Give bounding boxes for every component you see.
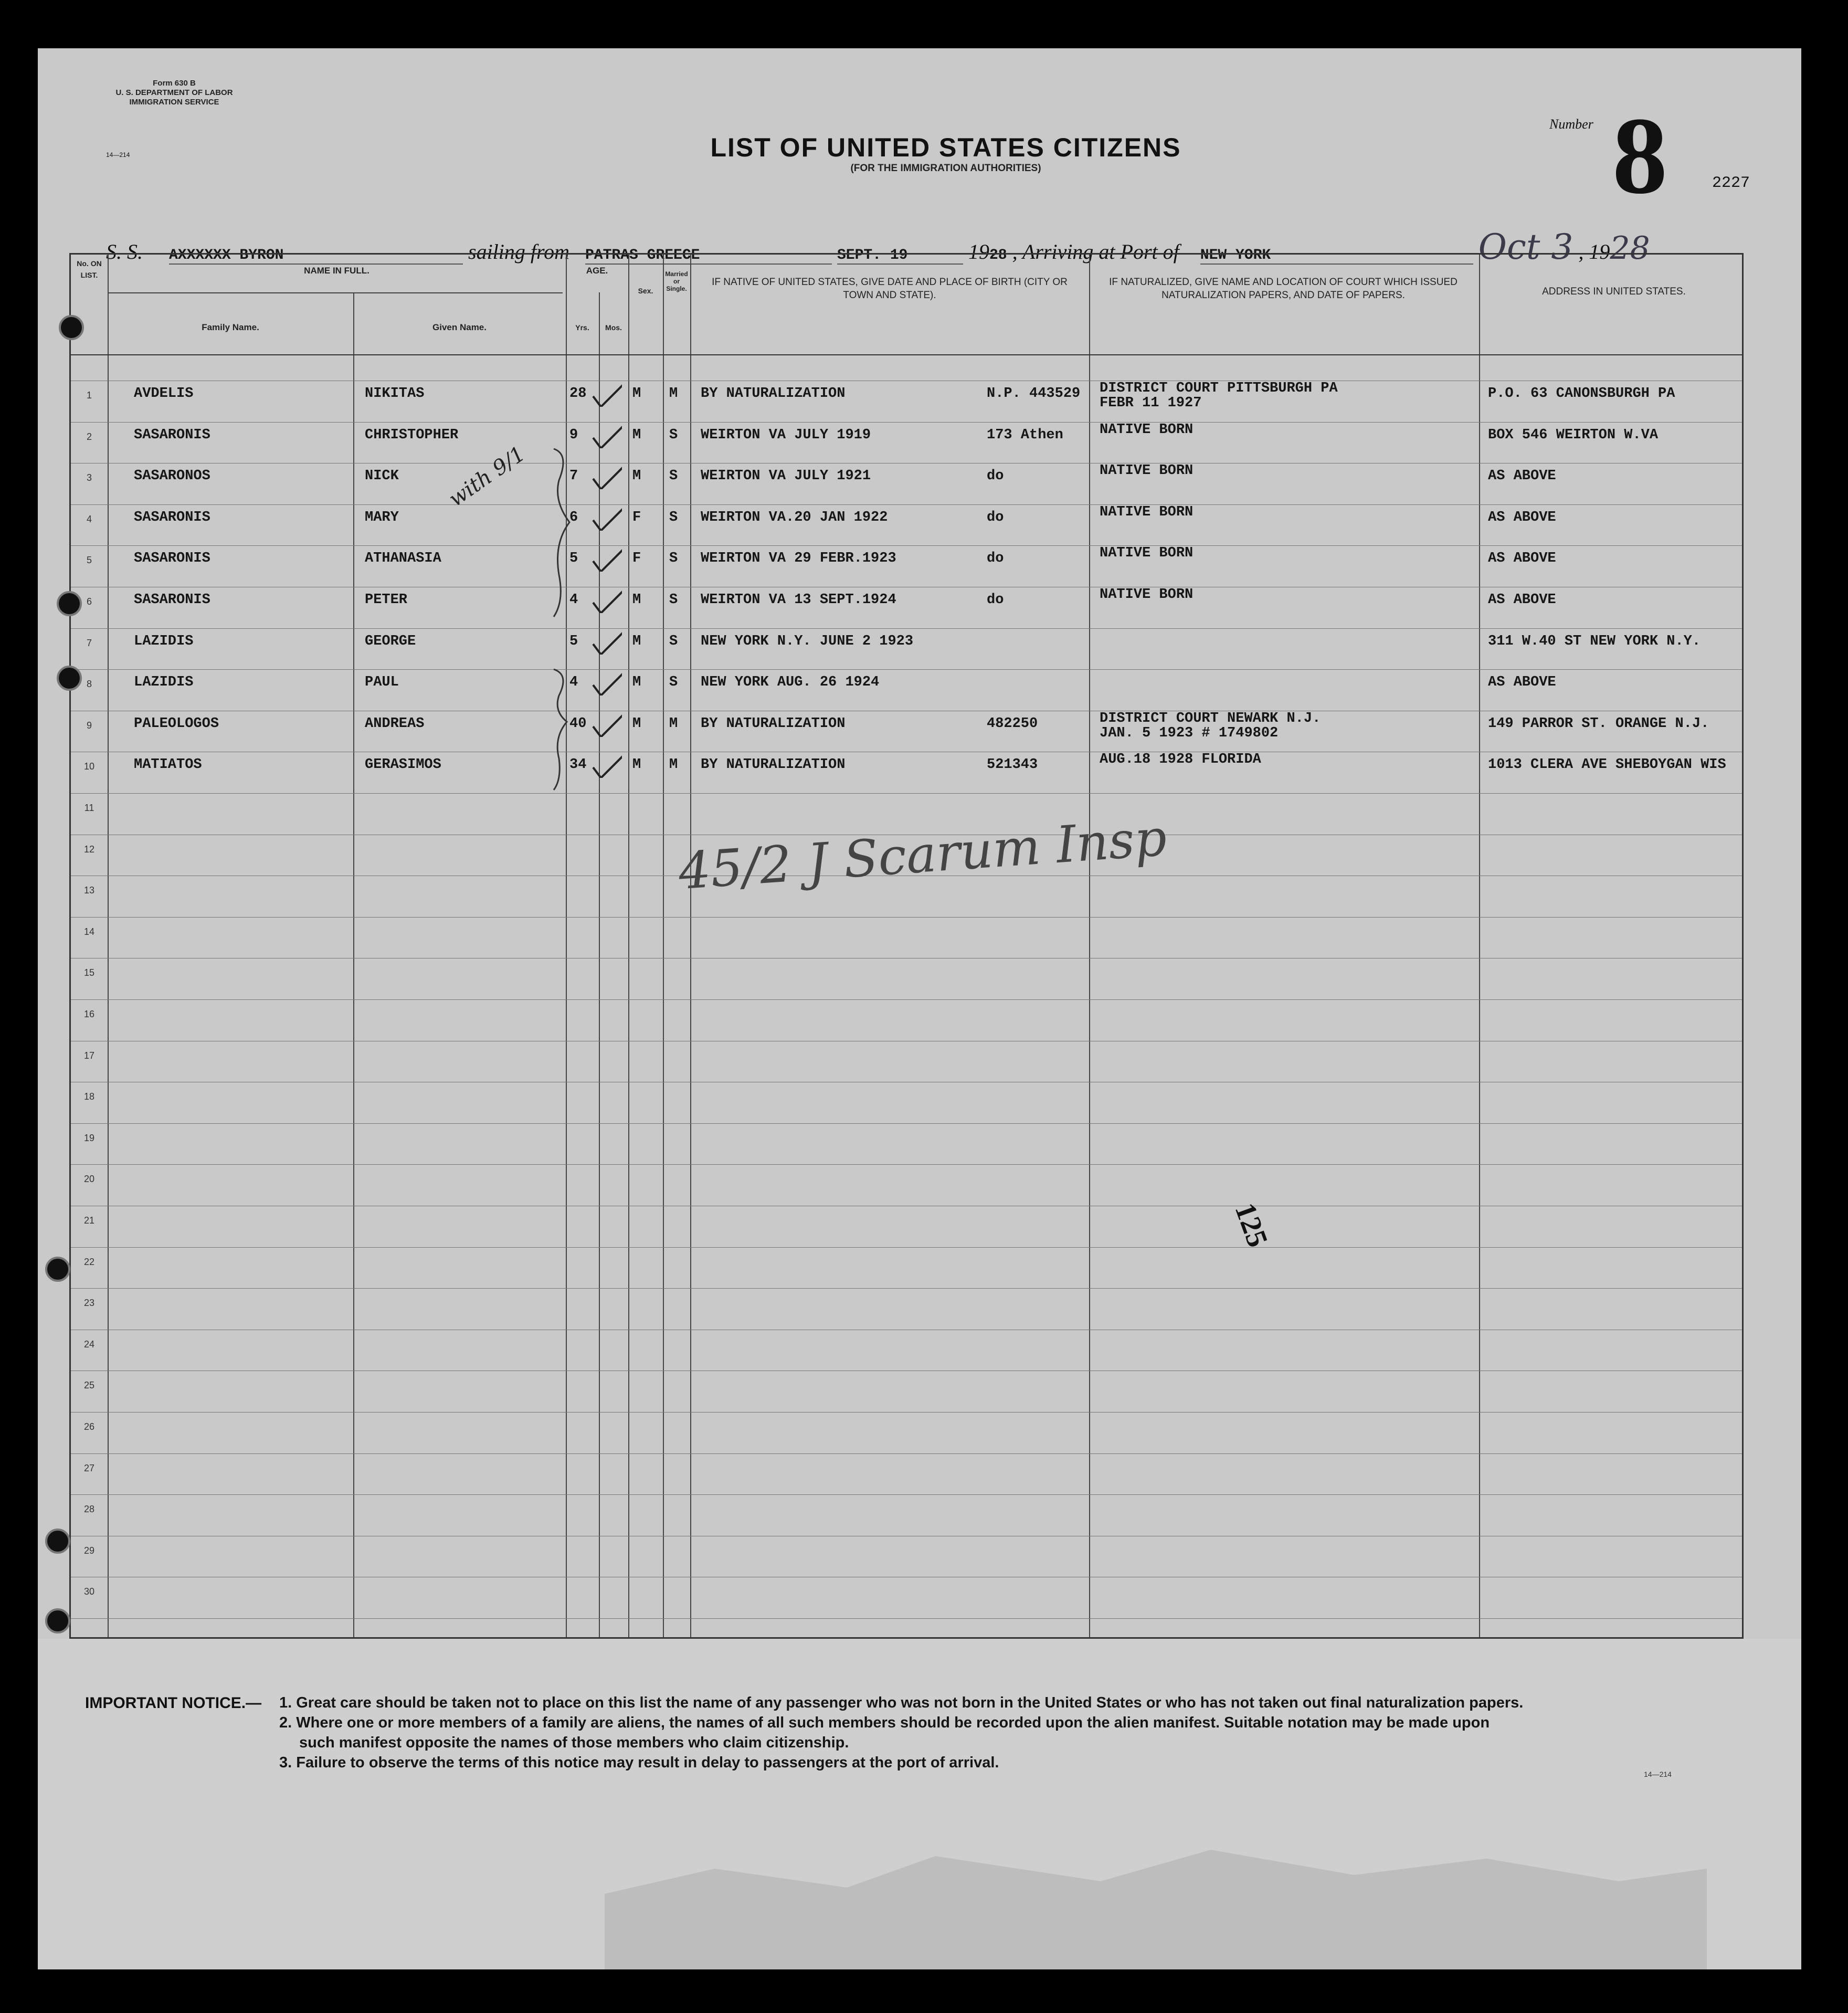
court-info-2: JAN. 5 1923 # 1749802 <box>1100 725 1279 741</box>
court-info: NATIVE BORN <box>1100 504 1194 520</box>
arriving-label: , Arriving at Port of <box>1012 240 1179 264</box>
age-years: 40 <box>569 715 587 732</box>
with-note: with 9/1 <box>444 441 530 512</box>
row-number: 2 <box>86 431 92 442</box>
sex: M <box>632 633 641 649</box>
court-info-2: FEBR 11 1927 <box>1100 395 1202 411</box>
row-number: 25 <box>83 1380 95 1391</box>
marital-status: S <box>669 468 678 484</box>
age-years: 6 <box>569 509 578 525</box>
row-number: 12 <box>83 844 95 855</box>
given-name: PAUL <box>365 674 399 691</box>
notice-line-2b: such manifest opposite the names of those members who claim citizenship. <box>299 1734 849 1751</box>
row-rule <box>71 1288 1742 1289</box>
birth-info: BY NATURALIZATION <box>701 386 846 402</box>
row-number: 5 <box>86 555 92 566</box>
header-address: ADDRESS IN UNITED STATES. <box>1542 286 1686 297</box>
row-number: 7 <box>86 637 92 648</box>
family-name: SASARONIS <box>134 592 210 608</box>
header-native: IF NATIVE OF UNITED STATES, GIVE DATE AND PLACE OF BIRTH (CITY OR TOWN AND STATE). <box>712 277 1068 301</box>
notice-line-3: 3. Failure to observe the terms of this notice may result in delay to passengers at the port of arrival. <box>279 1754 999 1771</box>
given-name: NIKITAS <box>365 386 425 402</box>
check-mark <box>590 370 622 407</box>
given-name: PETER <box>365 592 408 608</box>
given-name: GERASIMOS <box>365 757 441 773</box>
check-mark <box>590 412 622 448</box>
sex: F <box>632 509 641 525</box>
department: U. S. DEPARTMENT OF LABOR <box>115 88 233 97</box>
sex: M <box>632 757 641 773</box>
birth-info: WEIRTON VA.20 JAN 1922 <box>701 509 888 525</box>
row-number: 1 <box>86 390 92 401</box>
marital-status: S <box>669 592 678 608</box>
row-number: 15 <box>83 967 95 978</box>
age-years: 4 <box>569 592 578 608</box>
bracket-marks <box>543 444 580 853</box>
row-number: 20 <box>83 1174 95 1185</box>
row-number: 29 <box>83 1545 95 1556</box>
birth-info: WEIRTON VA 29 FEBR.1923 <box>701 551 896 567</box>
birth-reference: 521343 <box>987 757 1038 773</box>
header-married: Married or Single. <box>665 270 688 292</box>
us-address: AS ABOVE <box>1488 551 1556 567</box>
sex: M <box>632 468 641 484</box>
punch-hole <box>45 1608 70 1633</box>
row-rule <box>71 669 1742 670</box>
row-number: 14 <box>83 926 95 937</box>
birth-reference: N.P. 443529 <box>987 386 1081 402</box>
family-name: SASARONOS <box>134 468 210 484</box>
row-number: 21 <box>83 1215 95 1226</box>
manifest-table <box>69 253 1744 1639</box>
punch-hole <box>59 315 84 340</box>
family-name: PALEOLOGOS <box>134 715 219 732</box>
family-name: AVDELIS <box>134 386 194 402</box>
birth-info: NEW YORK N.Y. JUNE 2 1923 <box>701 633 914 649</box>
header-mos: Mos. <box>605 323 622 332</box>
given-name: CHRISTOPHER <box>365 427 459 443</box>
row-number: 9 <box>86 720 92 731</box>
marital-status: S <box>669 633 678 649</box>
service: IMMIGRATION SERVICE <box>129 98 219 107</box>
row-rule <box>71 1453 1742 1454</box>
ss-label: S. S. <box>106 240 143 264</box>
family-name: LAZIDIS <box>134 633 194 649</box>
birth-info: WEIRTON VA 13 SEPT.1924 <box>701 592 896 608</box>
birth-reference: 173 Athen <box>987 427 1063 443</box>
check-mark <box>590 535 622 572</box>
header-family-name: Family Name. <box>202 322 259 332</box>
row-number: 27 <box>83 1462 95 1473</box>
ship-name: AXXXXXX BYRON <box>169 247 463 265</box>
notice-line-2: 2. Where one or more members of a family are aliens, the names of all such members should be recorded upon the alien manifest. Suitable notation may be made upon <box>279 1714 1490 1731</box>
row-rule <box>71 1247 1742 1248</box>
birth-reference: do <box>987 551 1004 567</box>
row-number: 19 <box>83 1132 95 1143</box>
us-address: AS ABOVE <box>1488 592 1556 608</box>
row-number: 16 <box>83 1009 95 1019</box>
row-rule <box>71 1618 1742 1619</box>
us-address: BOX 546 WEIRTON W.VA <box>1488 427 1659 443</box>
given-name: NICK <box>365 468 399 484</box>
arrival-year-prefix: , 19 <box>1578 240 1610 264</box>
punch-hole <box>45 1529 70 1554</box>
list-number-sub: 2227 <box>1712 174 1750 192</box>
row-number: 26 <box>83 1421 95 1432</box>
us-address: P.O. 63 CANONSBURGH PA <box>1488 386 1675 402</box>
row-number: 11 <box>84 803 94 813</box>
family-name: LAZIDIS <box>134 674 194 691</box>
punch-hole <box>57 591 82 616</box>
us-address: AS ABOVE <box>1488 674 1556 691</box>
sex: M <box>632 427 641 443</box>
arrival-date: Oct 3 <box>1478 227 1574 267</box>
marital-status: S <box>669 427 678 443</box>
row-number: 13 <box>83 885 95 896</box>
family-name: MATIATOS <box>134 757 202 773</box>
age-years: 5 <box>569 551 578 567</box>
us-address: 1013 CLERA AVE SHEBOYGAN WIS <box>1488 757 1726 773</box>
birth-info: BY NATURALIZATION <box>701 757 846 773</box>
row-number: 17 <box>83 1050 95 1061</box>
row-number: 24 <box>83 1339 95 1350</box>
birth-info: BY NATURALIZATION <box>701 715 846 732</box>
row-number: 10 <box>83 761 95 772</box>
marital-status: M <box>669 715 678 732</box>
sex: F <box>632 551 641 567</box>
check-mark <box>590 494 622 531</box>
court-info: DISTRICT COURT PITTSBURGH PA <box>1100 381 1338 396</box>
age-years: 28 <box>569 386 587 402</box>
form-code-bottom: 14—214 <box>1644 1770 1672 1778</box>
sex: M <box>632 592 641 608</box>
marital-status: S <box>669 674 678 691</box>
page-title: LIST OF UNITED STATES CITIZENS <box>710 133 1181 162</box>
row-number: 8 <box>86 679 92 690</box>
form-code-top: 14—214 <box>106 151 130 159</box>
birth-reference: 482250 <box>987 715 1038 732</box>
row-rule <box>71 545 1742 546</box>
row-rule <box>71 1123 1742 1124</box>
row-rule <box>71 422 1742 423</box>
header-yrs: Yrs. <box>575 323 589 332</box>
row-rule <box>71 1164 1742 1165</box>
header-naturalized: IF NATURALIZED, GIVE NAME AND LOCATION OF COURT WHICH ISSUED NATURALIZATION PAPERS, AND DATE OF PAPERS. <box>1109 277 1458 301</box>
row-rule <box>71 628 1742 629</box>
marital-status: M <box>669 386 678 402</box>
from-port: PATRAS GREECE <box>585 247 832 265</box>
header-name-in-full: NAME IN FULL. <box>304 266 369 276</box>
court-info: NATIVE BORN <box>1100 421 1194 438</box>
age-years: 7 <box>569 468 578 484</box>
us-address: 311 W.40 ST NEW YORK N.Y. <box>1488 633 1701 649</box>
row-number: 3 <box>86 472 92 483</box>
birth-info: NEW YORK AUG. 26 1924 <box>701 674 880 691</box>
stamp-number: 125 <box>1228 1198 1274 1252</box>
row-number: 6 <box>86 596 92 607</box>
notice-line-1: 1. Great care should be taken not to place on this list the name of any passenger who was not born in the United States or who has not taken out final naturalization papers. <box>279 1694 1524 1711</box>
family-name: SASARONIS <box>134 551 210 567</box>
family-name: SASARONIS <box>134 509 210 525</box>
sailing-date: SEPT. 19 <box>837 247 963 265</box>
row-number: 28 <box>83 1504 95 1515</box>
check-mark <box>590 618 622 655</box>
age-years: 34 <box>569 757 587 773</box>
given-name: MARY <box>365 509 399 525</box>
sex: M <box>632 386 641 402</box>
year-suffix: 28 <box>989 247 1007 264</box>
given-name: ANDREAS <box>365 715 425 732</box>
form-id <box>111 79 237 107</box>
inspector-signature: 45/2 J Scarum Insp <box>677 808 1169 901</box>
given-name: ATHANASIA <box>365 551 441 567</box>
row-number: 4 <box>86 513 92 524</box>
manifest-page <box>38 48 1801 1969</box>
arrival-port: NEW YORK <box>1200 247 1473 265</box>
row-rule <box>71 1494 1742 1495</box>
row-rule <box>71 504 1742 505</box>
check-mark <box>590 741 622 778</box>
arrival-year-suffix: 28 <box>1610 230 1650 267</box>
row-number: 23 <box>83 1298 95 1309</box>
punch-hole <box>57 666 82 691</box>
row-rule <box>71 917 1742 918</box>
list-number: 8 <box>1612 95 1667 217</box>
header-no: No. ON LIST. <box>77 259 102 279</box>
us-address: AS ABOVE <box>1488 509 1556 525</box>
marital-status: M <box>669 757 678 773</box>
age-years: 9 <box>569 427 578 443</box>
row-rule <box>71 793 1742 794</box>
row-number: 22 <box>83 1256 95 1267</box>
marital-status: S <box>669 509 678 525</box>
punch-hole <box>45 1257 70 1282</box>
sex: M <box>632 715 641 732</box>
header-sex: Sex. <box>638 287 653 295</box>
court-info: NATIVE BORN <box>1100 587 1194 603</box>
row-rule <box>71 999 1742 1000</box>
age-years: 5 <box>569 633 578 649</box>
number-label: Number <box>1549 117 1593 132</box>
given-name: GEORGE <box>365 633 416 649</box>
birth-reference: do <box>987 592 1004 608</box>
form-number: Form 630 B <box>153 79 196 88</box>
header-age: AGE. <box>586 266 608 276</box>
age-years: 4 <box>569 674 578 691</box>
birth-reference: do <box>987 468 1004 484</box>
court-info: NATIVE BORN <box>1100 545 1194 562</box>
check-mark <box>590 659 622 695</box>
check-mark <box>590 452 622 489</box>
year-prefix: 19 <box>968 240 989 264</box>
birth-info: WEIRTON VA JULY 1921 <box>701 468 871 484</box>
marital-status: S <box>669 551 678 567</box>
court-info: DISTRICT COURT NEWARK N.J. <box>1100 710 1321 726</box>
court-info: AUG.18 1928 FLORIDA <box>1100 752 1261 768</box>
sex: M <box>632 674 641 691</box>
family-name: SASARONIS <box>134 427 210 443</box>
birth-info: WEIRTON VA JULY 1919 <box>701 427 871 443</box>
court-info: NATIVE BORN <box>1100 463 1194 479</box>
row-number: 18 <box>83 1091 95 1102</box>
us-address: 149 PARROR ST. ORANGE N.J. <box>1488 715 1709 732</box>
notice-label: IMPORTANT NOTICE.— <box>85 1694 262 1712</box>
page-subtitle: (FOR THE IMMIGRATION AUTHORITIES) <box>850 163 1041 174</box>
check-mark <box>590 576 622 613</box>
row-number: 30 <box>83 1586 95 1597</box>
check-mark <box>590 700 622 737</box>
birth-reference: do <box>987 509 1004 525</box>
header-given-name: Given Name. <box>432 322 487 332</box>
us-address: AS ABOVE <box>1488 468 1556 484</box>
row-rule <box>71 1412 1742 1413</box>
sailing-label: sailing from <box>468 240 569 264</box>
